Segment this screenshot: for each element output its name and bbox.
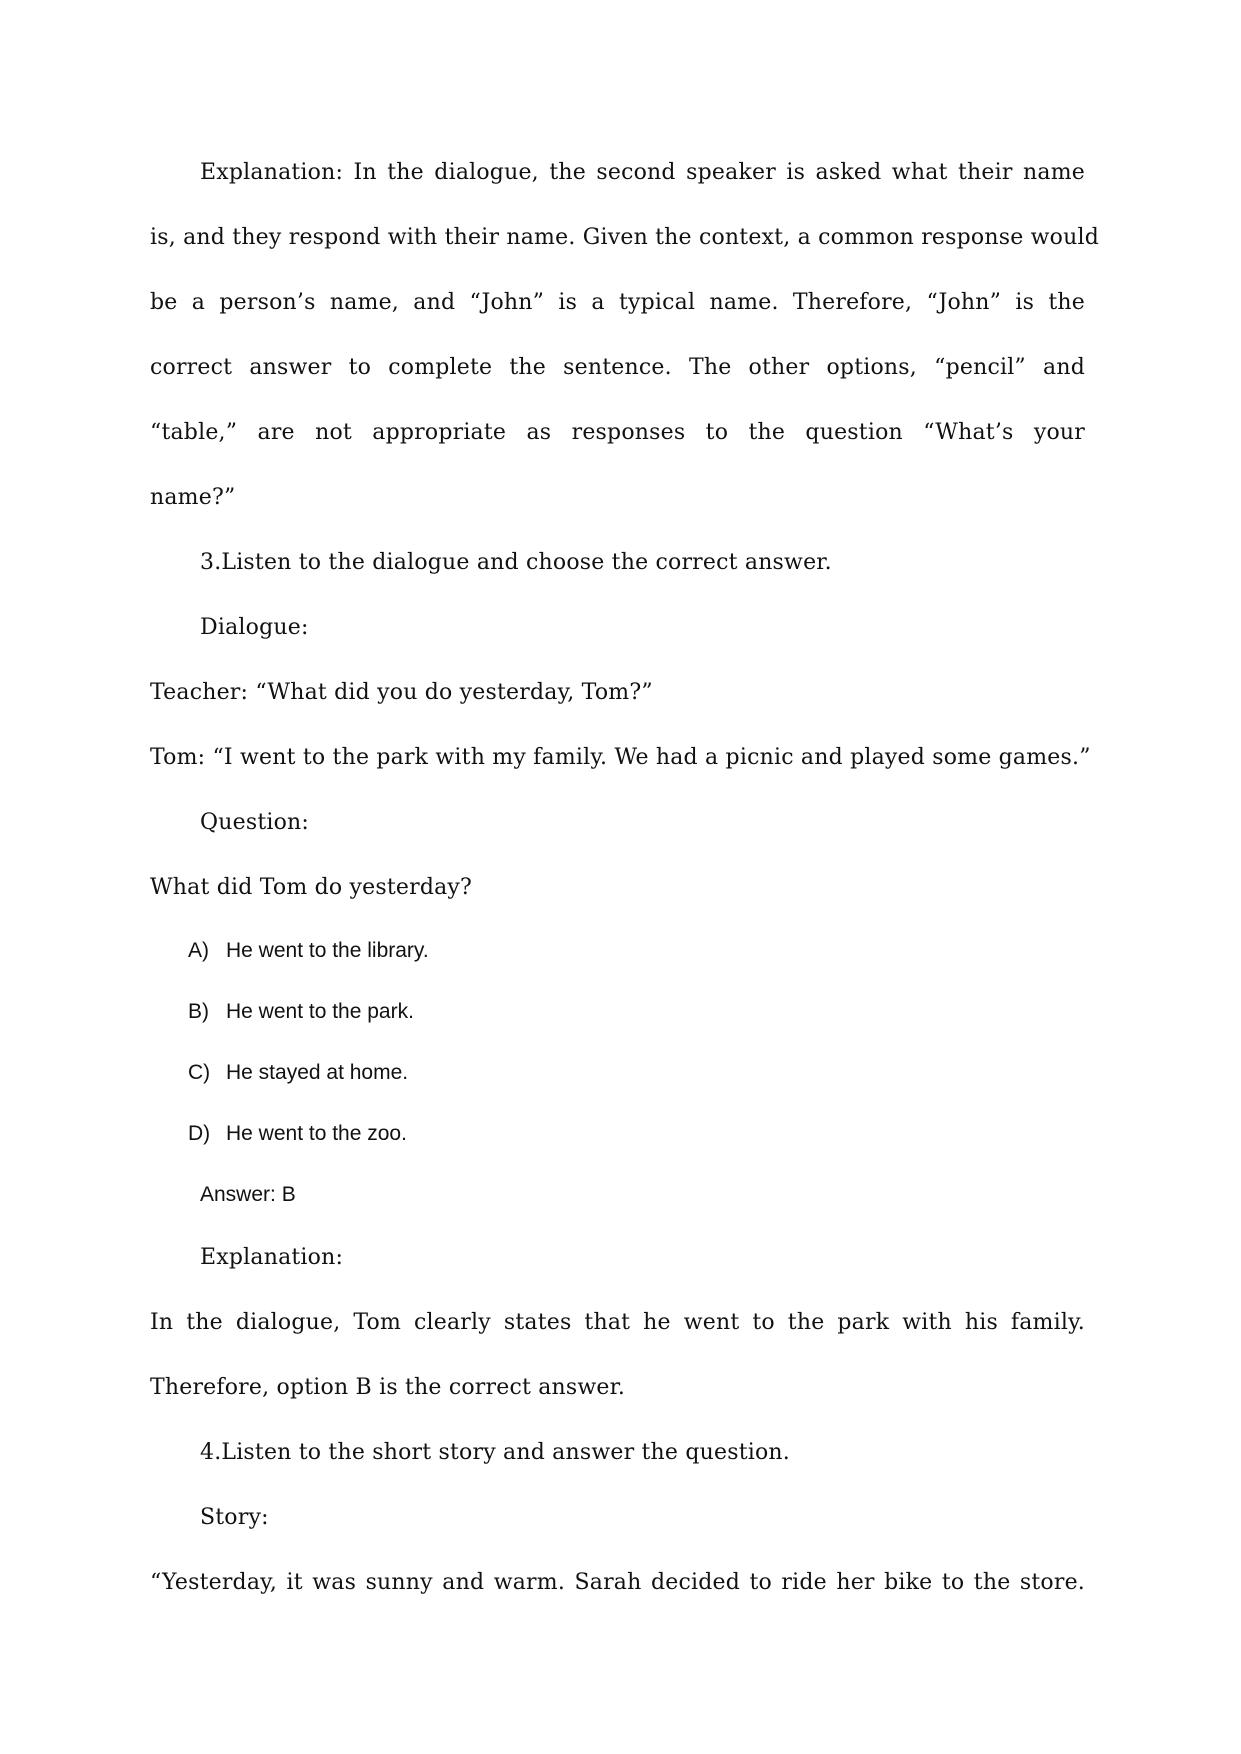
explanation-label: Explanation: — [200, 1245, 344, 1270]
option-letter: B) — [188, 1000, 209, 1023]
option-a — [150, 920, 1085, 981]
option-d — [150, 1103, 1085, 1164]
explanation-q3-line-2: Therefore, option B is the correct answer. — [150, 1375, 626, 1400]
option-b — [150, 981, 1085, 1042]
explanation-q3-line-1: In the dialogue, Tom clearly states that he went to the park with his family. — [150, 1310, 1085, 1335]
explanation-q2-line-3: be a person’s name, and “John” is a typical name. Therefore, “John” is the — [150, 290, 1085, 315]
explanation-q2-line-5: “table,” are not appropriate as responses to the question “What’s your — [150, 420, 1085, 445]
question-text: What did Tom do yesterday? — [150, 875, 473, 900]
dialogue-tom-line: Tom: “I went to the park with my family. We had a picnic and played some games.” — [150, 745, 1091, 770]
explanation-q2-line-2: is, and they respond with their name. Given the context, a common response would — [150, 225, 1099, 250]
option-letter: D) — [188, 1122, 211, 1145]
option-text: He went to the library. — [226, 939, 429, 962]
option-letter: C) — [188, 1061, 211, 1084]
explanation-q2-line-6: name?” — [150, 485, 236, 510]
option-c — [150, 1042, 1085, 1103]
option-text: He went to the park. — [226, 1000, 414, 1023]
option-text: He went to the zoo. — [226, 1122, 407, 1145]
option-letter: A) — [188, 939, 209, 962]
option-text: He stayed at home. — [226, 1061, 409, 1084]
dialogue-label: Dialogue: — [200, 615, 309, 640]
question-4-heading: 4.Listen to the short story and answer the question. — [200, 1440, 790, 1465]
explanation-q2-line-4: correct answer to complete the sentence. The other options, “pencil” and — [150, 355, 1085, 380]
question-label: Question: — [200, 810, 310, 835]
explanation-q2-line-1: Explanation: In the dialogue, the second speaker is asked what their name — [200, 160, 1085, 185]
story-line-1: “Yesterday, it was sunny and warm. Sarah decided to ride her bike to the store. — [150, 1570, 1085, 1595]
dialogue-teacher-line: Teacher: “What did you do yesterday, Tom?” — [150, 680, 653, 705]
question-3-heading: 3.Listen to the dialogue and choose the correct answer. — [200, 550, 832, 575]
page-content — [150, 140, 1099, 1615]
answer-line: Answer: B — [200, 1183, 296, 1206]
story-label: Story: — [200, 1505, 269, 1530]
